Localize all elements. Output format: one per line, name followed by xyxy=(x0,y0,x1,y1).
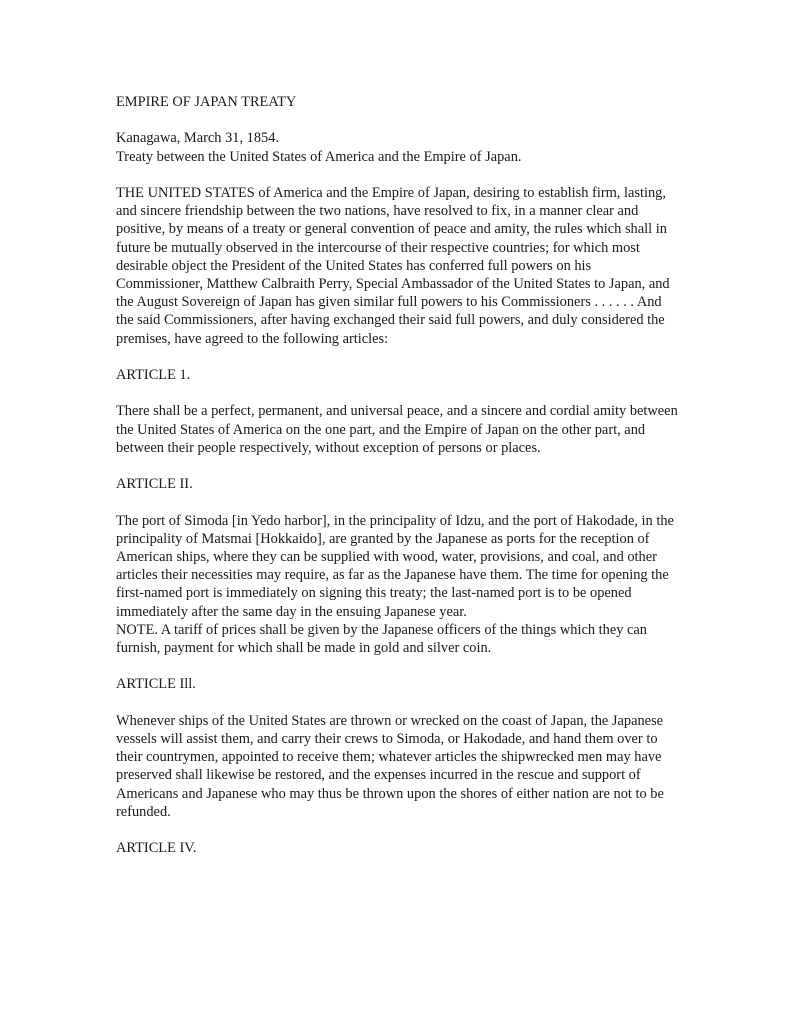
document-subtitle: Treaty between the United States of America and the Empire of Japan. xyxy=(116,148,522,165)
article-1-heading: ARTICLE 1. xyxy=(116,367,191,383)
article-3-heading: ARTICLE Ill. xyxy=(116,676,196,693)
article-4-heading: ARTICLE IV. xyxy=(116,840,197,857)
spacer xyxy=(116,111,681,129)
article-1-text: There shall be a perfect, permanent, and universal peace, and a sincere and cordial amity between the United States of America on the one part, and the Empire of Japan on the other part, and between their people respectively, without exception of persons or places. xyxy=(116,403,678,456)
spacer xyxy=(116,493,681,511)
spacer xyxy=(116,384,681,402)
document-title: EMPIRE OF JAPAN TREATY xyxy=(116,94,297,110)
spacer xyxy=(116,657,681,675)
spacer xyxy=(116,694,681,712)
article-3-text: Whenever ships of the United States are thrown or wrecked on the coast of Japan, the Japanese vessels will assist them, and carry their crews to Simoda, or Hakodade, and hand them over to their countrymen, appointed to receive them; whatever articles the shipwrecked men may have preserved shall likewise be restored, and the expenses incurred in the rescue and support of Americans and Japanese who may thus be thrown upon the shores of either nation are not to be refunded. xyxy=(116,712,664,820)
preamble-paragraph: THE UNITED STATES of America and the Empire of Japan, desiring to establish firm, lasting, and sincere friendship between the two nations, have resolved to fix, in a manner clear and positive, by means of a treaty or general convention of peace and amity, the rules which shall in future be mutually observed in the intercourse of their respective countries; for which most desirable object the President of the United States has conferred full powers on his Commissioner, Matthew Calbraith Perry, Special Ambassador of the United States to Japan, and the August Sovereign of Japan has given similar full powers to his Commissioners . . . . . . And the said Commissioners, after having exchanged their said full powers, and duly considered the premises, have agreed to the following articles: xyxy=(116,184,670,347)
place-date: Kanagawa, March 31, 1854. xyxy=(116,130,280,147)
spacer xyxy=(116,821,681,839)
spacer xyxy=(116,348,681,366)
document-body xyxy=(116,93,681,857)
spacer xyxy=(116,166,681,184)
article-2-text: The port of Simoda [in Yedo harbor], in the principality of Idzu, and the port of Hakodade, in the principality of Matsmai [Hokkaido], are granted by the Japanese as ports for the reception of American ships, where they can be supplied with wood, water, provisions, and coal, and other articles their necessities may require, as far as the Japanese have them. The time for opening the first-named port is immediately on signing this treaty; the last-named port is to be opened immediately after the same day in the ensuing Japanese year. xyxy=(116,512,674,620)
spacer xyxy=(116,457,681,475)
article-2-heading: ARTICLE II. xyxy=(116,476,193,493)
article-2-note: NOTE. A tariff of prices shall be given by the Japanese officers of the things which they can furnish, payment for which shall be made in gold and silver coin. xyxy=(116,621,647,656)
